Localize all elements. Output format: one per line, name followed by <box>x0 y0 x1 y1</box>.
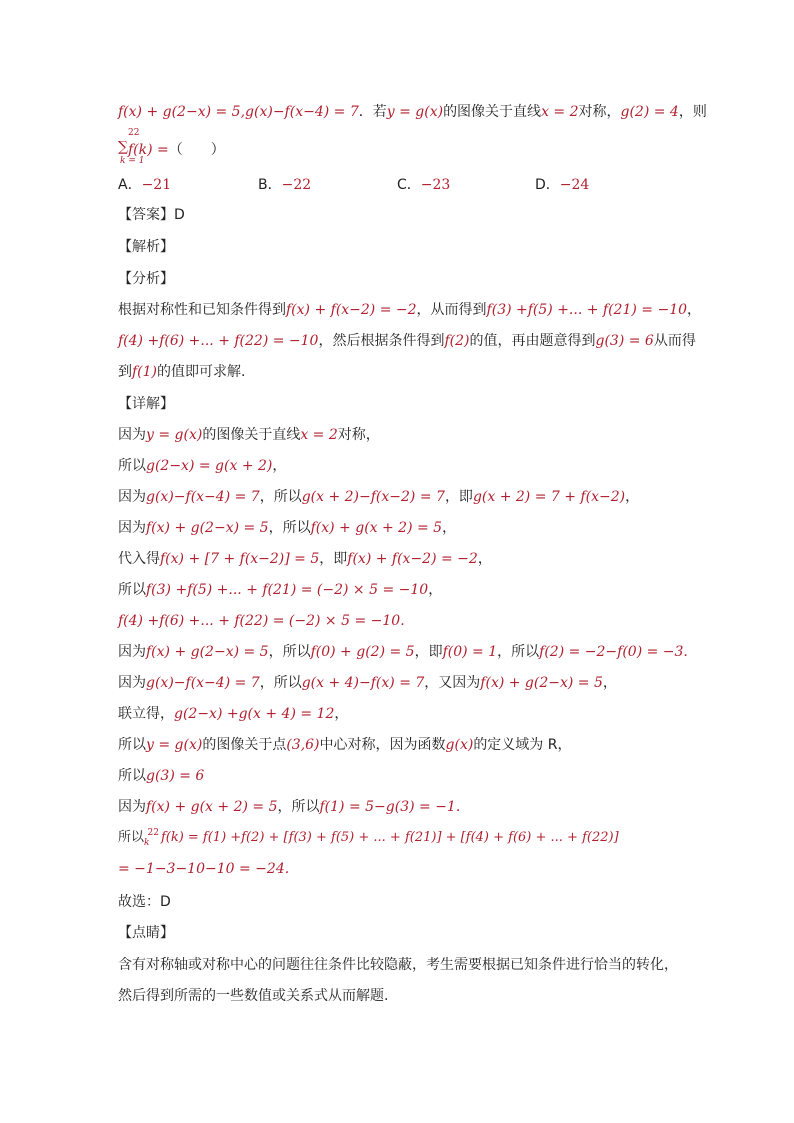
text: 所以 <box>118 768 146 784</box>
math: g(x)−f(x−4) = 7 <box>146 489 260 505</box>
text: 因为 <box>118 644 146 660</box>
answer <box>118 205 185 225</box>
text: D <box>160 894 171 910</box>
detail-line-8 <box>118 642 688 662</box>
text: 联立得， <box>118 706 174 722</box>
math: f(x) + g(2−x) = 5 <box>146 520 269 536</box>
detail-line-5 <box>118 549 492 569</box>
detail-line-15 <box>118 859 289 879</box>
text: 对称， <box>578 104 621 120</box>
text: ，则 <box>678 104 707 120</box>
text: ，所以 <box>277 799 320 815</box>
choice-b[interactable] <box>258 175 311 195</box>
text: 的图像关于点 <box>202 737 287 753</box>
sum-upper: 22 <box>128 128 140 138</box>
math: x = 2 <box>300 427 338 443</box>
heading-dianjing: 【点睛】 <box>118 925 174 941</box>
choice-label: A． <box>118 177 142 193</box>
choice-a[interactable] <box>118 175 171 195</box>
text: ，即 <box>444 489 473 505</box>
text: ，即 <box>319 551 348 567</box>
sum-lower: k <box>144 838 150 848</box>
text: 因为 <box>118 675 146 691</box>
text: 的图像关于直线 <box>443 104 542 120</box>
text: 所以 <box>118 582 146 598</box>
math: f(x) + g(2−x) = 5 <box>146 644 269 660</box>
math: g(2−x) = g(x + 2) <box>146 458 273 474</box>
text: ，所以 <box>259 675 302 691</box>
detail-line-4 <box>118 518 456 538</box>
math: y = g(x) <box>146 427 203 443</box>
text: ，即 <box>414 644 443 660</box>
text: 因为 <box>118 427 146 443</box>
analysis-line-1 <box>118 300 701 320</box>
text: ， <box>602 675 617 691</box>
detail-line-6 <box>118 580 442 600</box>
comment-line-1: 含有对称轴或对称中心的问题往往条件比较隐蔽，考生需要根据已知条件进行恰当的转化， <box>118 957 678 973</box>
text: 的值即可求解. <box>157 364 246 380</box>
math: y = g(x) <box>146 737 203 753</box>
choice-value: −24 <box>559 177 590 193</box>
detail-line-2 <box>118 456 286 476</box>
math: f(1) = 5−g(3) = −1. <box>319 799 461 815</box>
sum-lower: k = 1 <box>120 156 145 166</box>
text: 因为 <box>118 520 146 536</box>
math: g(3) = 6 <box>146 768 205 784</box>
math: x = 2 <box>541 104 579 120</box>
text: ， <box>625 489 640 505</box>
comment-line-2: 然后得到所需的一些数值或关系式从而解题. <box>118 988 389 1004</box>
text: ，所以 <box>259 489 302 505</box>
text: ，所以 <box>268 644 311 660</box>
answer-heading: 【答案】 <box>118 207 174 223</box>
math: f(3) +f(5) +... + f(21) = −10 <box>486 302 688 318</box>
math: f(x) + f(x−2) = −2 <box>347 551 478 567</box>
math: g(x) <box>445 737 474 753</box>
math: f(x) + g(x + 2) = 5 <box>310 520 443 536</box>
text: 因为 <box>118 799 146 815</box>
choice-value: −22 <box>281 177 312 193</box>
math: f(3) +f(5) +... + f(21) = (−2) × 5 = −10 <box>146 582 429 598</box>
math: = −1−3−10−10 = −24. <box>118 861 290 877</box>
detail-line-7 <box>118 611 405 631</box>
text: 因为 <box>118 489 146 505</box>
detail-line-11 <box>118 735 572 755</box>
text: 根据对称性和已知条件得到 <box>118 302 286 318</box>
text: ，然后根据条件得到 <box>318 333 445 349</box>
text: 的值，再由题意得到 <box>469 333 596 349</box>
math: f(x) + f(x−2) = −2 <box>286 302 417 318</box>
answer-paren: （ ） <box>168 142 225 158</box>
choice-value: −21 <box>141 177 172 193</box>
text: ，又因为 <box>424 675 481 691</box>
detail-line-16 <box>118 892 171 912</box>
math: y = g(x) <box>386 104 444 120</box>
text: ， <box>442 520 457 536</box>
math: g(2−x) +g(x + 4) = 12 <box>174 706 335 722</box>
math: f(k) = <box>128 142 169 158</box>
choice-d[interactable] <box>535 175 589 195</box>
text: 故选： <box>118 894 160 910</box>
math: f(0) + g(2) = 5 <box>310 644 415 660</box>
answer-value: D <box>174 207 185 223</box>
math: f(x) + [7 + f(x−2)] = 5 <box>160 551 320 567</box>
math: f(4) +f(6) +... + f(22) = (−2) × 5 = −10. <box>118 613 405 629</box>
text: ， <box>334 706 349 722</box>
text: ，从而得到 <box>416 302 487 318</box>
math: (3,6) <box>286 737 320 753</box>
choice-value: −23 <box>420 177 451 193</box>
text: 所以 <box>118 458 146 474</box>
choice-label: C． <box>397 177 421 193</box>
detail-line-14 <box>118 828 619 849</box>
math: g(x)−f(x−4) = 7 <box>146 675 260 691</box>
text: 代入得 <box>118 551 160 567</box>
text: 到 <box>118 364 132 380</box>
text: ， <box>687 302 702 318</box>
math: f(1) <box>132 364 158 380</box>
text: ，所以 <box>497 644 540 660</box>
text: 中心对称，因为函数 <box>319 737 446 753</box>
detail-line-13 <box>118 797 460 817</box>
math: f(2) <box>444 333 470 349</box>
text: 对称， <box>337 427 380 443</box>
text: 的定义域为 R， <box>473 737 572 753</box>
math: g(x + 2) = 7 + f(x−2) <box>472 489 626 505</box>
math: g(3) = 6 <box>595 333 654 349</box>
choice-label: B． <box>258 177 282 193</box>
text: ， <box>477 551 492 567</box>
text: 所以 <box>118 830 145 845</box>
analysis-line-3 <box>118 362 245 382</box>
text: 从而得 <box>653 333 696 349</box>
math: f(4) +f(6) +... + f(22) = −10 <box>118 333 319 349</box>
text: 所以 <box>118 737 146 753</box>
text: ， <box>272 458 287 474</box>
sum-sigma: ∑ <box>118 139 128 155</box>
detail-line-12 <box>118 766 204 786</box>
math: f(2) = −2−f(0) = −3. <box>539 644 688 660</box>
heading-fenxi: 【分析】 <box>118 271 174 287</box>
detail-line-9 <box>118 673 617 693</box>
math: f(x) + g(2−x) = 5,g(x)−f(x−4) = 7 <box>118 104 359 120</box>
choice-c[interactable] <box>397 175 450 195</box>
math: f(k) = f(1) +f(2) + [f(3) + f(5) + ... + f(21)] + [f(4) + f(6) + ... + f(22)] <box>160 830 619 845</box>
text: ．若 <box>358 104 387 120</box>
heading-xiangjie: 【详解】 <box>118 396 174 412</box>
math: f(0) = 1 <box>442 644 498 660</box>
analysis-line-2 <box>118 331 696 351</box>
math: g(x + 4)−f(x) = 7 <box>301 675 425 691</box>
math: f(x) + g(2−x) = 5 <box>480 675 603 691</box>
sum-upper: 22 <box>147 828 159 838</box>
detail-line-1 <box>118 425 380 445</box>
text: ， <box>428 582 443 598</box>
math: g(2) = 4 <box>620 104 679 120</box>
text: 的图像关于直线 <box>202 427 301 443</box>
math: g(x + 2)−f(x−2) = 7 <box>301 489 445 505</box>
detail-line-10 <box>118 704 348 724</box>
heading-jiexi: 【解析】 <box>118 239 174 255</box>
detail-line-3 <box>118 487 639 507</box>
choice-label: D． <box>535 177 560 193</box>
sum-expression <box>128 140 225 160</box>
text: ，所以 <box>268 520 311 536</box>
math: f(x) + g(x + 2) = 5 <box>146 799 278 815</box>
question-line-1 <box>118 102 707 122</box>
